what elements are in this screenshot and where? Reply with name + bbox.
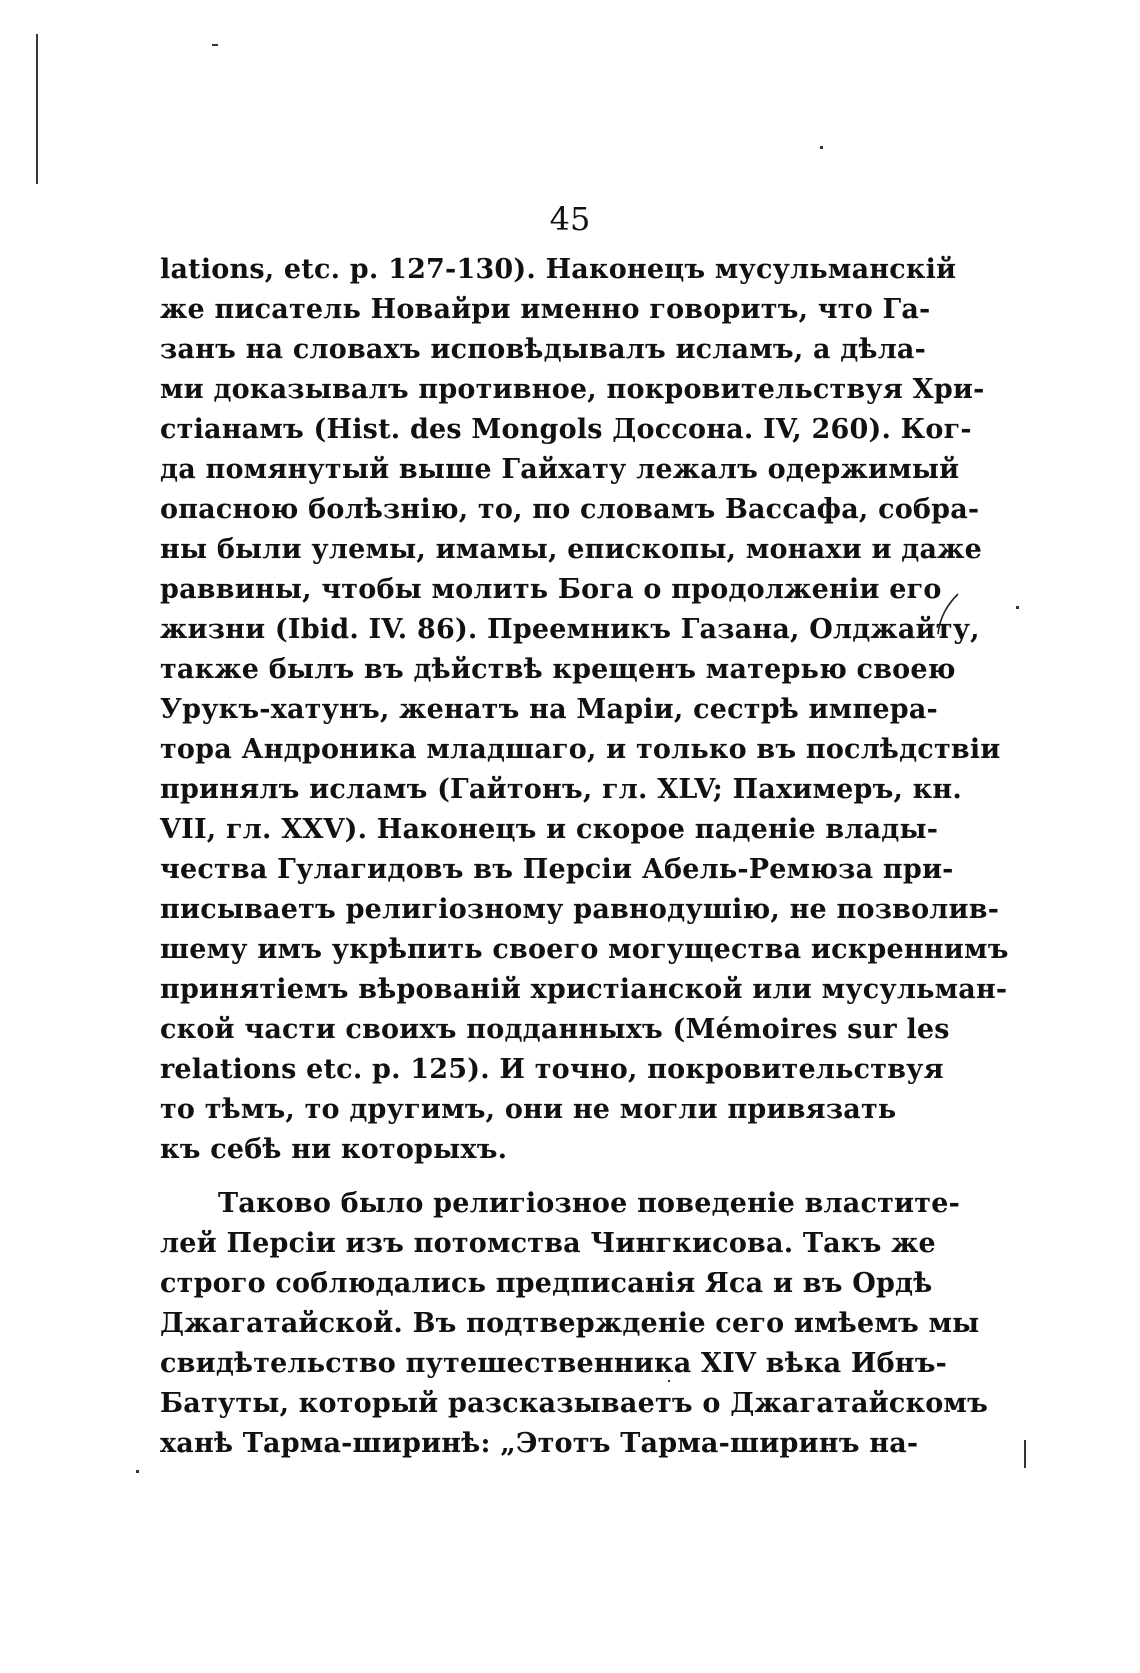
text-line: опасною болѣзнію, то, по словамъ Вассафа, собра- xyxy=(160,494,980,525)
text-line: жизни (Ibid. IV. 86). Преемникъ Газана, Олджайту, xyxy=(160,614,980,645)
text-line: ханѣ Тарма-ширинѣ: „Этотъ Тарма-ширинъ на- xyxy=(160,1428,919,1459)
text-line: раввины, чтобы молить Бога о продолженіи его xyxy=(160,574,942,605)
text-line: къ себѣ ни которыхъ. xyxy=(160,1134,508,1165)
text-line: да помянутый выше Гайхату лежалъ одержимый xyxy=(160,454,960,485)
scan-speck xyxy=(136,1470,139,1473)
text-line: строго соблюдались предписанія Яса и въ Ордѣ xyxy=(160,1268,933,1299)
text-body xyxy=(160,250,1009,1464)
text-line: же писатель Новайри именно говоритъ, что Га- xyxy=(160,294,931,325)
scan-edge-mark xyxy=(1024,1440,1026,1468)
scan-speck xyxy=(820,146,823,149)
text-line: ны были улемы, имамы, епископы, монахи и даже xyxy=(160,534,983,565)
scan-edge-line xyxy=(36,34,38,184)
text-line: Урукъ-хатунъ, женатъ на Маріи, сестрѣ импера- xyxy=(160,694,938,725)
text-line: шему имъ укрѣпить своего могущества искреннимъ xyxy=(160,934,1009,965)
text-line: чества Гулагидовъ въ Персіи Абель-Ремюза при- xyxy=(160,854,954,885)
scan-speck xyxy=(212,44,218,46)
text-line: lations, etc. p. 127-130). Наконецъ мусульманскій xyxy=(160,254,957,285)
text-line: Батуты, который разсказываетъ о Джагатайскомъ xyxy=(160,1388,988,1419)
text-line: то тѣмъ, то другимъ, они не могли привязать xyxy=(160,1094,897,1125)
text-line: свидѣтельство путешественника XIV вѣка Ибнъ- xyxy=(160,1348,948,1379)
text-line: также былъ въ дѣйствѣ крещенъ матерью своею xyxy=(160,654,956,685)
page-number: 45 xyxy=(549,200,591,238)
text-line: лей Персіи изъ потомства Чингкисова. Такъ же xyxy=(160,1228,936,1259)
text-line: занъ на словахъ исповѣдывалъ исламъ, а дѣла- xyxy=(160,334,927,365)
scan-speck xyxy=(1016,606,1019,609)
text-line: принятіемъ вѣрованій христіанской или мусульман- xyxy=(160,974,1008,1005)
paragraph-gap xyxy=(160,1170,860,1184)
text-line: relations etc. p. 125). И точно, покровительствуя xyxy=(160,1054,944,1085)
text-line: Таково было религіозное поведеніе властите- xyxy=(218,1188,960,1219)
text-line: ми доказывалъ противное, покровительствуя Хри- xyxy=(160,374,985,405)
text-line: писываетъ религіозному равнодушію, не позволив- xyxy=(160,894,1000,925)
text-line: стіанамъ (Hist. des Mongols Доссона. IV, 260). Ког- xyxy=(160,414,972,445)
text-line: принялъ исламъ (Гайтонъ, гл. XLV; Пахимеръ, кн. xyxy=(160,774,962,805)
text-line: ской части своихъ подданныхъ (Mémoires sur les xyxy=(160,1014,950,1045)
text-line: тора Андроника младшаго, и только въ послѣдствіи xyxy=(160,734,1001,765)
text-line: VII, гл. XXV). Наконецъ и скорое паденіе влады- xyxy=(160,814,939,845)
text-line: Джагатайской. Въ подтвержденіе сего имѣемъ мы xyxy=(160,1308,980,1339)
